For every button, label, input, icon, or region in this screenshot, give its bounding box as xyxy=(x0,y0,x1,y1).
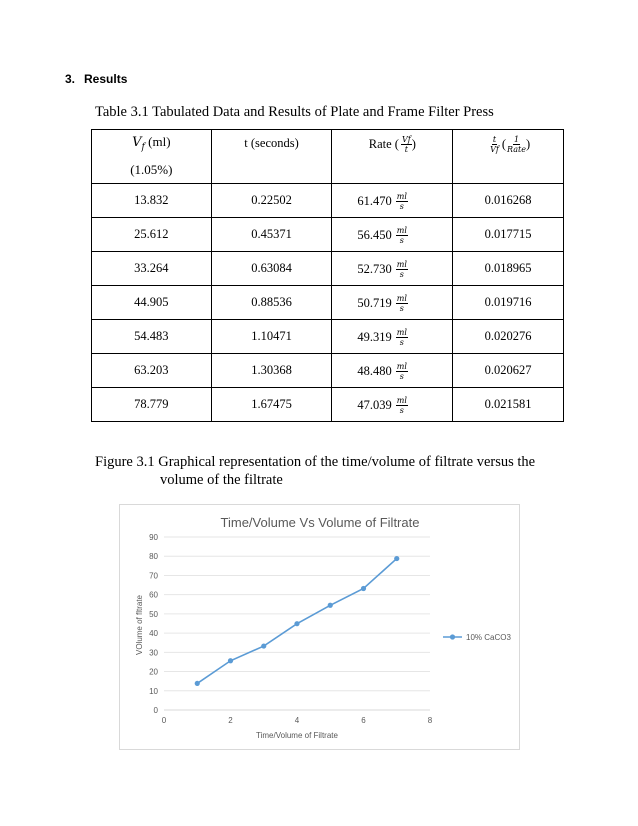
cell-vf: 44.905 xyxy=(92,286,212,320)
results-table xyxy=(91,129,564,422)
table-row xyxy=(92,252,564,286)
cell-t: 1.10471 xyxy=(211,320,332,354)
table-row xyxy=(92,184,564,218)
y-tick-label: 60 xyxy=(149,590,158,600)
y-tick-label: 70 xyxy=(149,571,158,581)
header-volume-filtrate xyxy=(92,130,212,184)
cell-t-over-vf: 0.019716 xyxy=(453,286,564,320)
legend-label: 10% CaCO3 xyxy=(466,633,511,642)
section-heading xyxy=(65,72,127,86)
figure-caption-line2: volume of the filtrate xyxy=(160,472,283,488)
cell-t-over-vf: 0.020276 xyxy=(453,320,564,354)
y-tick-label: 80 xyxy=(149,552,158,562)
header-vf-symbol: V xyxy=(132,135,142,150)
cell-rate: 56.450 $\frac{ml}{s}$ xyxy=(332,218,453,252)
header-vf-subscript: f xyxy=(141,142,145,153)
section-title: Results xyxy=(84,72,128,86)
table-header-row xyxy=(92,130,564,184)
section-number: 3. xyxy=(65,72,76,86)
y-tick-label: 40 xyxy=(149,629,158,639)
table-row xyxy=(92,388,564,422)
data-point xyxy=(328,603,333,608)
y-tick-label: 30 xyxy=(149,648,158,658)
cell-vf: 78.779 xyxy=(92,388,212,422)
x-tick-label: 6 xyxy=(361,716,366,725)
cell-rate: 49.319 $\frac{ml}{s}$ xyxy=(332,320,453,354)
x-tick-label: 4 xyxy=(294,716,300,725)
table-row xyxy=(92,218,564,252)
cell-vf: 63.203 xyxy=(92,354,212,388)
data-point xyxy=(361,586,366,591)
table-row xyxy=(92,286,564,320)
chart-container xyxy=(119,504,520,750)
cell-t: 1.30368 xyxy=(211,354,332,388)
cell-rate: 50.719 $\frac{ml}{s}$ xyxy=(332,286,453,320)
cell-vf: 13.832 xyxy=(92,184,212,218)
cell-vf: 54.483 xyxy=(92,320,212,354)
cell-t-over-vf: 0.021581 xyxy=(453,388,564,422)
y-tick-label: 50 xyxy=(149,609,158,619)
data-point xyxy=(394,556,399,561)
series-line xyxy=(197,559,397,684)
cell-t: 1.67475 xyxy=(211,388,332,422)
legend xyxy=(443,633,511,642)
x-tick-label: 8 xyxy=(427,716,433,725)
cell-t: 0.22502 xyxy=(211,184,332,218)
cell-t-over-vf: 0.016268 xyxy=(453,184,564,218)
x-axis-label: Time/Volume of Filtrate xyxy=(256,731,338,740)
cell-t: 0.45371 xyxy=(211,218,332,252)
table-row xyxy=(92,320,564,354)
header-vf-unit: (ml) xyxy=(148,134,171,149)
cell-rate: 52.730 $\frac{ml}{s}$ xyxy=(332,252,453,286)
header-rate: Rate ( $\frac{Vf}{t}$ ) xyxy=(332,130,453,184)
data-point xyxy=(195,681,200,686)
table-caption: Table 3.1 Tabulated Data and Results of Plate and Frame Filter Press xyxy=(95,104,494,120)
y-tick-label: 20 xyxy=(149,667,158,677)
y-tick-label: 0 xyxy=(153,706,158,715)
data-point xyxy=(261,643,266,648)
cell-t-over-vf: 0.020627 xyxy=(453,354,564,388)
y-tick-label: 90 xyxy=(149,533,158,542)
cell-t-over-vf: 0.018965 xyxy=(453,252,564,286)
table-row xyxy=(92,354,564,388)
figure-caption-line1: Figure 3.1 Graphical representation of the time/volume of filtrate versus the xyxy=(95,454,536,470)
header-t-over-vf: $\frac{t}{Vf}$ ( $\frac{1}{\text{Rate}}$ ) xyxy=(453,130,564,184)
cell-t: 0.88536 xyxy=(211,286,332,320)
x-tick-label: 2 xyxy=(228,716,233,725)
data-point xyxy=(294,621,299,626)
cell-rate: 47.039 $\frac{ml}{s}$ xyxy=(332,388,453,422)
y-tick-label: 10 xyxy=(149,686,158,696)
y-axis-label: VOlume of fltrate xyxy=(135,594,144,656)
chart-title: Time/Volume Vs Volume of Filtrate xyxy=(220,515,420,530)
data-point xyxy=(228,658,233,663)
legend-marker-icon xyxy=(450,634,455,639)
line-chart xyxy=(120,505,519,749)
cell-rate: 61.470 $\frac{ml}{s}$ xyxy=(332,184,453,218)
header-time: t (seconds) xyxy=(211,130,332,184)
x-tick-label: 0 xyxy=(161,716,167,725)
cell-t: 0.63084 xyxy=(211,252,332,286)
cell-t-over-vf: 0.017715 xyxy=(453,218,564,252)
cell-vf: 33.264 xyxy=(92,252,212,286)
header-vf-concentration: (1.05%) xyxy=(130,161,173,177)
cell-rate: 48.480 $\frac{ml}{s}$ xyxy=(332,354,453,388)
cell-vf: 25.612 xyxy=(92,218,212,252)
